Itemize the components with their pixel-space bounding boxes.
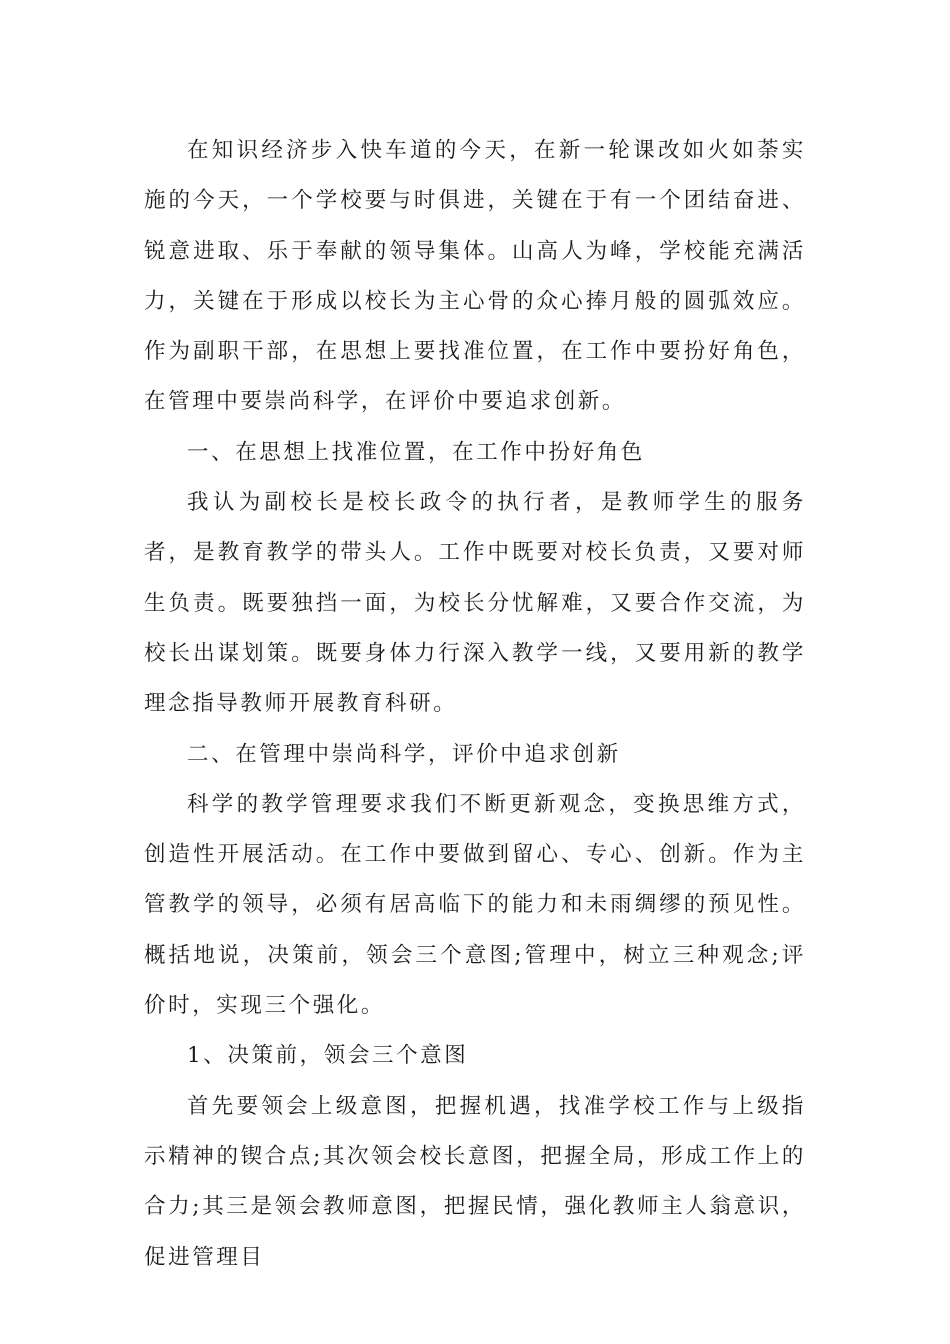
section-heading-1: 一、在思想上找准位置，在工作中扮好角色 [187, 439, 645, 465]
section-heading-2: 二、在管理中崇尚科学，评价中追求创新 [187, 741, 621, 767]
subsection-heading-1: 1、决策前，领会三个意图 [187, 1043, 469, 1069]
section-1-paragraph: 我认为副校长是校长政令的执行者，是教师学生的服务者，是教育教学的带头人。工作中既要对校长负责，又要对师生负责。既要独挡一面，为校长分忧解难，又要合作交流，为校长出谋划策。既要身体力行深入教学一线，又要用新的教学理念指导教师开展教育科研。 [144, 490, 806, 717]
document-body [144, 126, 806, 1283]
section-2-paragraph: 科学的教学管理要求我们不断更新观念，变换思维方式，创造性开展活动。在工作中要做到留心、专心、创新。作为主管教学的领导，必须有居高临下的能力和未雨绸缪的预见性。概括地说，决策前，领会三个意图;管理中，树立三种观念;评价时，实现三个强化。 [144, 791, 806, 1019]
subsection-1-paragraph: 首先要领会上级意图，把握机遇，找准学校工作与上级指示精神的锲合点;其次领会校长意图，把握全局，形成工作上的合力;其三是领会教师意图，把握民情，强化教师主人翁意识，促进管理目 [144, 1093, 806, 1270]
intro-paragraph: 在知识经济步入快车道的今天，在新一轮课改如火如荼实施的今天，一个学校要与时俱进，关键在于有一个团结奋进、锐意进取、乐于奉献的领导集体。山高人为峰，学校能充满活力，关键在于形成以校长为主心骨的众心捧月般的圆弧效应。作为副职干部，在思想上要找准位置，在工作中要扮好角色，在管理中要崇尚科学，在评价中要追求创新。 [144, 138, 806, 415]
